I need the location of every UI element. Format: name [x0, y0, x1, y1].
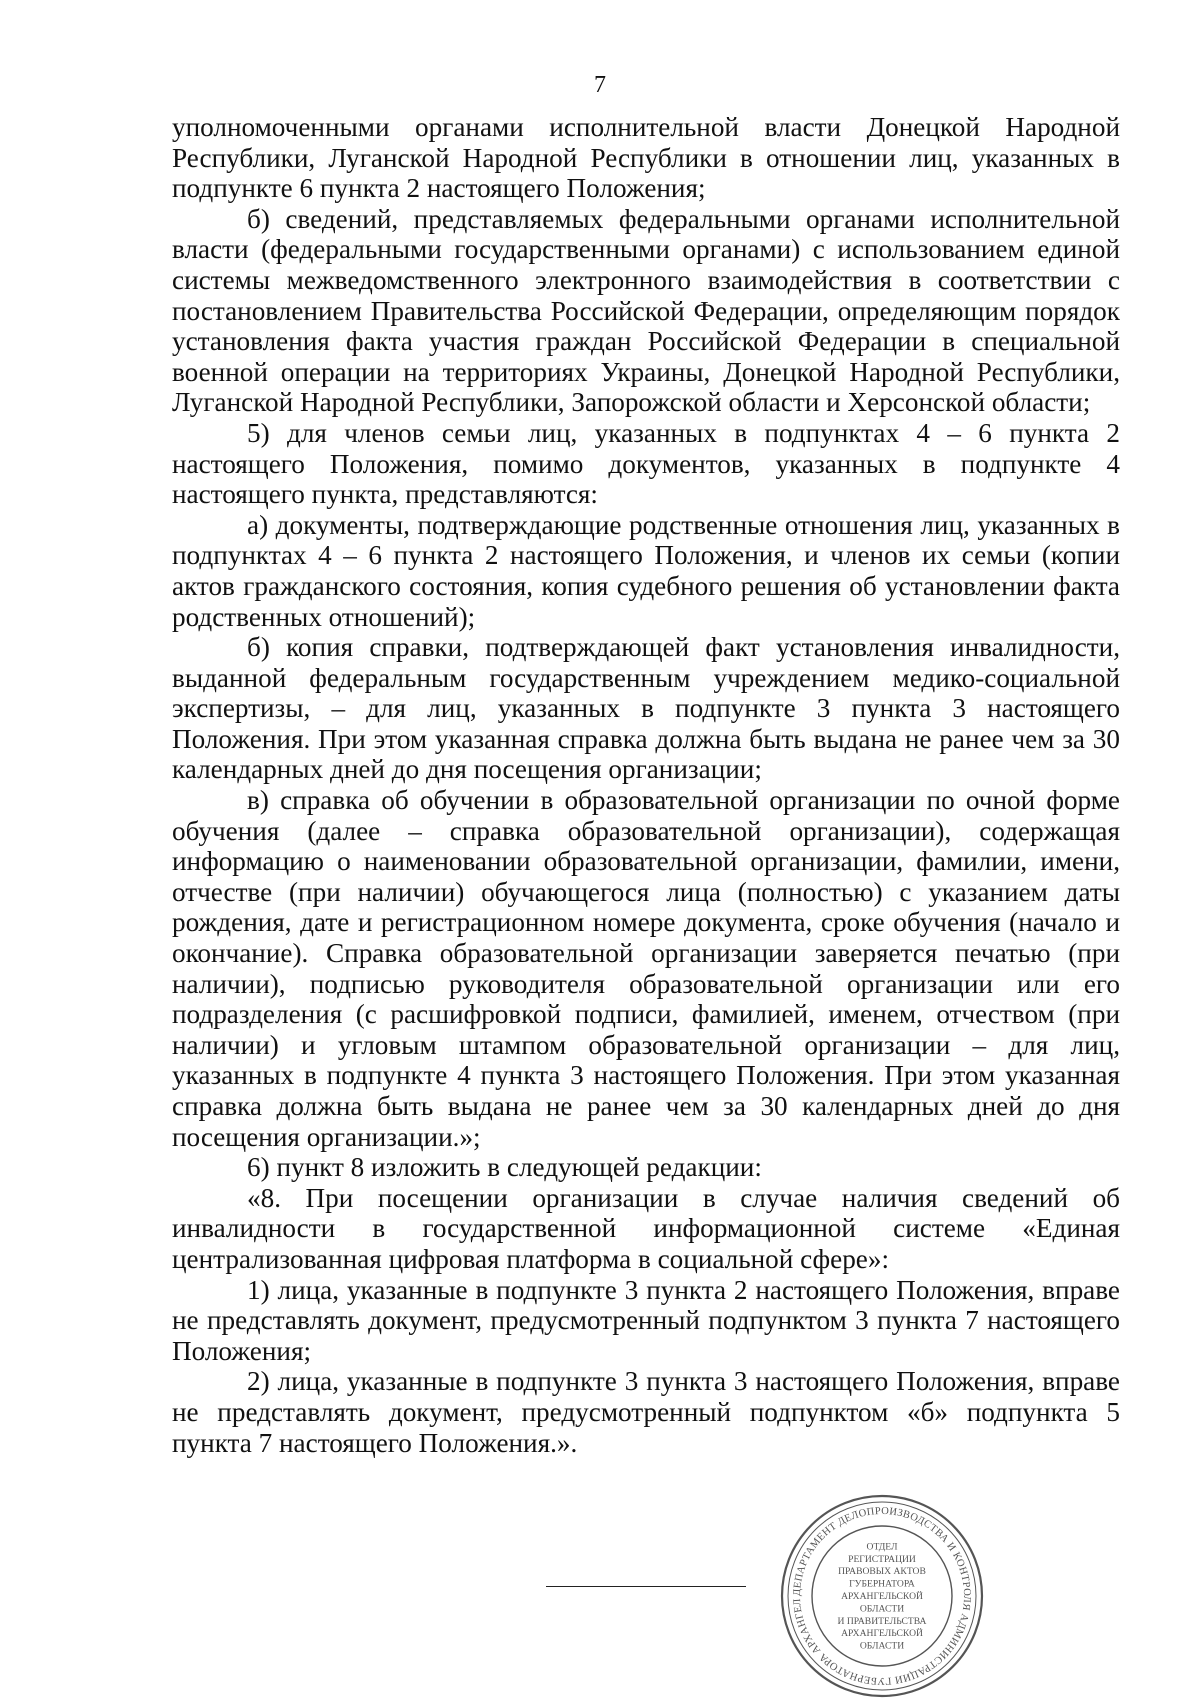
- signature-line: [546, 1586, 746, 1587]
- seal-center-line: ОТДЕЛ: [866, 1541, 898, 1553]
- paragraph-subitem-b-spravka: б) копия справки, подтверждающей факт установления инвалидности, выданной федеральным государственным учреждением медико-социальной экспертизы, – для лиц, указанных в подпункте 3 пункта 3 настоящего Положения. При этом указанная справка должна быть выдана не ранее чем за 30 календарных дней до дня посещения организации;: [172, 632, 1120, 785]
- paragraph-item-6: 6) пункт 8 изложить в следующей редакции:: [247, 1152, 762, 1183]
- seal-center-line: АРХАНГЕЛЬСКОЙ: [841, 1591, 923, 1602]
- document-body: [172, 112, 1120, 1458]
- paragraph-subitem-v: в) справка об обучении в образовательной организации по очной форме обучения (далее – справка образовательной организации), содержащая информацию о наименовании образовательной организации, фамилии, имени, отчестве (при наличии) обучающегося лица (полностью) с указанием даты рождения, дате и регистрационном номере документа, сроке обучения (начало и окончание). Справка образовательной организации заверяется печатью (при наличии), подписью руководителя образовательной организации или его подразделения (с расшифровкой подписи, фамилией, именем, отчеством (при наличии) и угловым штампом образовательной организации – для лиц, указанных в подпункте 4 пункта 3 настоящего Положения. При этом указанная справка должна быть выдана не ранее чем за 30 календарных дней до дня посещения организации.»;: [172, 785, 1120, 1152]
- paragraph-continuation: уполномоченными органами исполнительной власти Донецкой Народной Республики, Луганской Народной Республики в отношении лиц, указанных в подпункте 6 пункта 2 настоящего Положения;: [172, 112, 1120, 204]
- seal-center-line: ОБЛАСТИ: [859, 1640, 905, 1652]
- paragraph-point-8-item-2: 2) лица, указанные в подпункте 3 пункта 3 настоящего Положения, вправе не представлять документ, предусмотренный подпунктом «б» подпункта 5 пункта 7 настоящего Положения.».: [172, 1366, 1120, 1458]
- seal-center-line: РЕГИСТРАЦИИ: [848, 1553, 916, 1565]
- seal-center-line: ОБЛАСТИ: [859, 1603, 905, 1615]
- paragraph-point-8-item-1: 1) лица, указанные в подпункте 3 пункта 2 настоящего Положения, вправе не представлять документ, предусмотренный подпунктом 3 пункта 7 настоящего Положения;: [172, 1274, 1120, 1366]
- paragraph-subitem-a: а) документы, подтверждающие родственные отношения лиц, указанных в подпунктах 4 – 6 пункта 2 настоящего Положения, и членов их семьи (копии актов гражданского состояния, копия судебного решения об установлении факта родственных отношений);: [172, 509, 1120, 632]
- seal-center-line: ПРАВОВЫХ АКТОВ: [838, 1566, 926, 1578]
- seal-center-line: АРХАНГЕЛЬСКОЙ: [841, 1628, 923, 1640]
- paragraph-point-8: «8. При посещении организации в случае наличия сведений об инвалидности в государственной информационной системе «Единая централизованная цифровая платформа в социальной сфере»:: [172, 1182, 1120, 1274]
- paragraph-item-5: 5) для членов семьи лиц, указанных в подпунктах 4 – 6 пункта 2 настоящего Положения, помимо документов, указанных в подпункте 4 настоящего пункта, представляются:: [172, 417, 1120, 510]
- seal-center-line: И ПРАВИТЕЛЬСТВА: [837, 1615, 927, 1627]
- official-seal-stamp: [776, 1490, 988, 1702]
- paragraph-subitem-b-svedeniy: б) сведений, представляемых федеральными органами исполнительной власти (федеральными государственными органами) с использованием единой системы межведомственного электронного взаимодействия в соответствии с постановлением Правительства Российской Федерации, определяющим порядок установления факта участия граждан Российской Федерации в специальной военной операции на территориях Украины, Донецкой Народной Республики, Луганской Народной Республики, Запорожской области и Херсонской области;: [172, 203, 1120, 418]
- page-number: 7: [594, 72, 606, 98]
- seal-center-line: ГУБЕРНАТОРА: [849, 1578, 915, 1590]
- svg-text:ДЕПАРТАМЕНТ ДЕЛОПРОИЗВОДСТВА И: ДЕПАРТАМЕНТ ДЕЛОПРОИЗВОДСТВА И КОНТРОЛЯ АДМИНИСТРАЦИИ ГУБЕРНАТОРА АРХАНГЕЛ: [791, 1505, 973, 1687]
